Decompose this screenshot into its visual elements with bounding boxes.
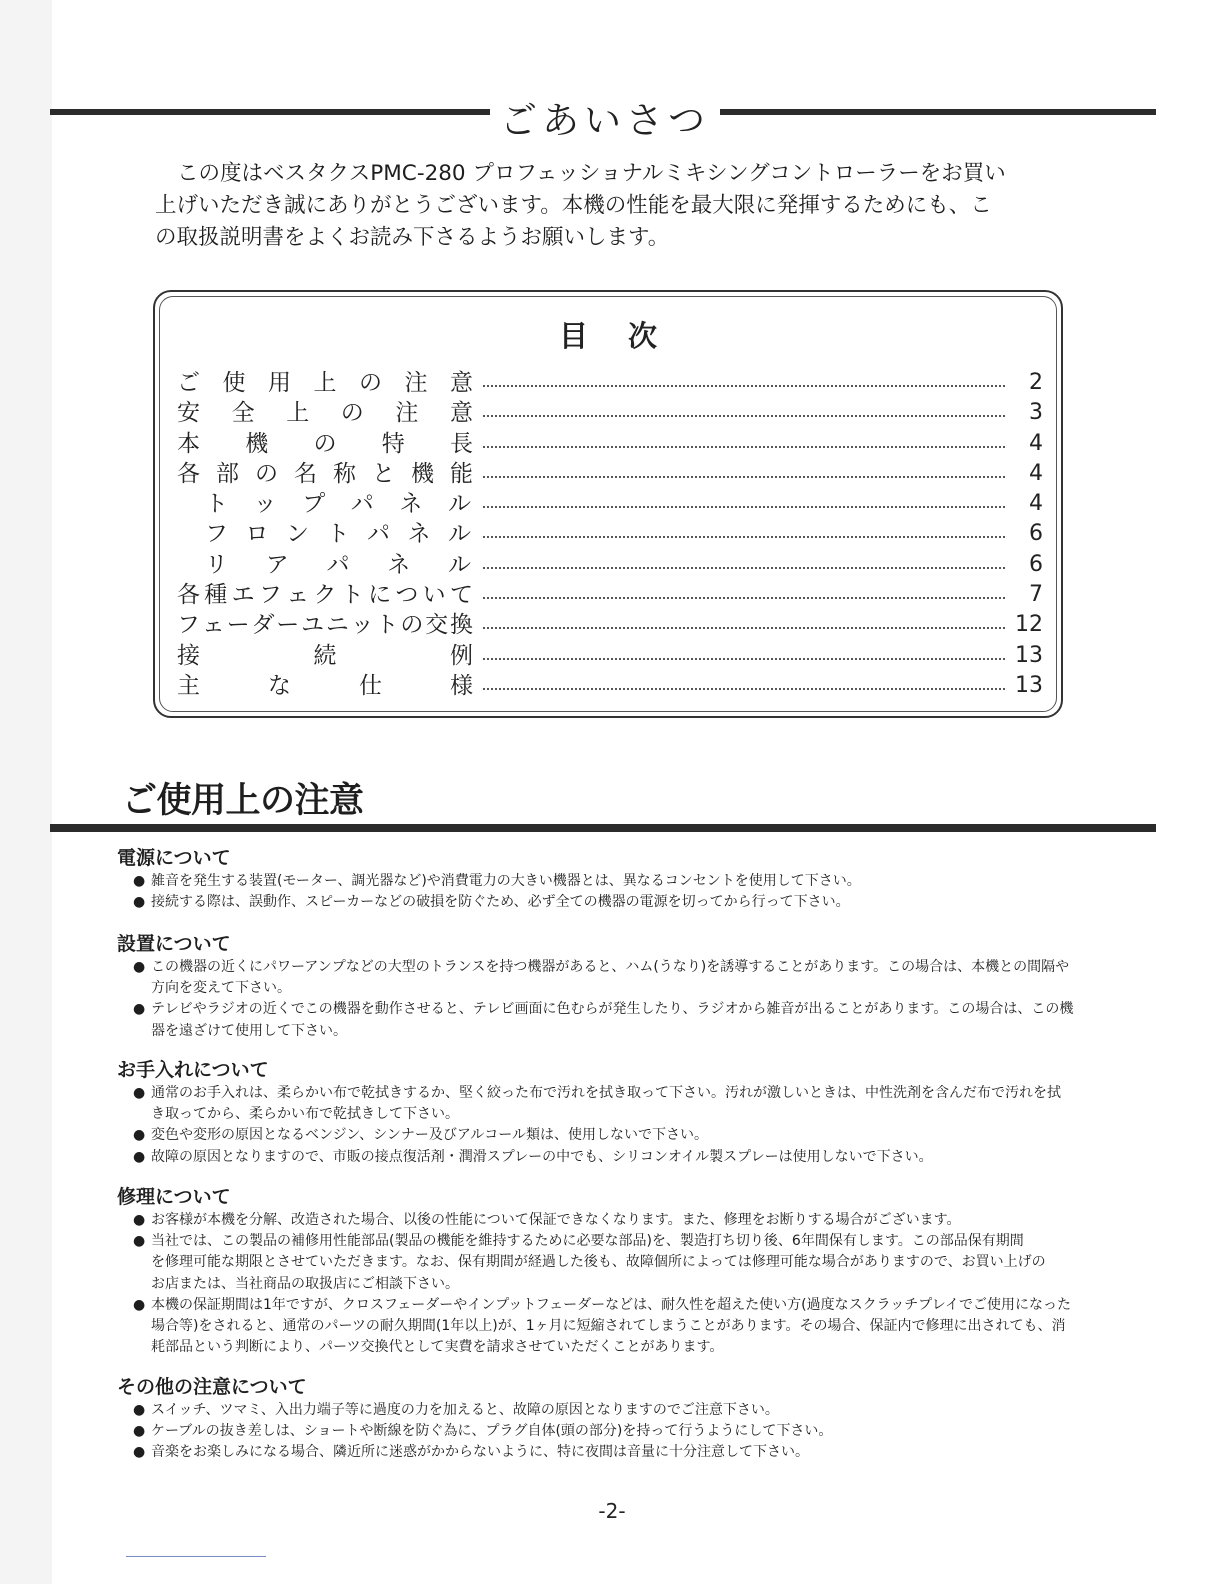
toc-entry bbox=[177, 641, 1043, 671]
toc-entry bbox=[177, 368, 1043, 398]
section-rule bbox=[50, 824, 1156, 832]
toc-entry-page: 6 bbox=[1029, 521, 1043, 547]
toc-entry-page: 12 bbox=[1015, 612, 1043, 638]
toc-entry-label: 本 機 の 特 長 bbox=[177, 430, 473, 457]
footer-line bbox=[126, 1556, 266, 1557]
precaution-item bbox=[133, 1210, 1117, 1231]
bullet-icon: ● bbox=[133, 1296, 146, 1313]
greeting-title: ごあいさつ bbox=[500, 99, 710, 142]
toc-entry bbox=[177, 519, 1043, 549]
bullet-icon: ● bbox=[133, 1423, 146, 1440]
precaution-line: 器を遠ざけて使用して下さい。 bbox=[151, 1022, 347, 1039]
toc-list bbox=[177, 368, 1043, 701]
group-power bbox=[117, 846, 1117, 913]
toc-leader-dots bbox=[483, 597, 1005, 599]
precaution-line: 方向を変えて下さい。 bbox=[151, 980, 291, 997]
toc-entry-page: 6 bbox=[1029, 551, 1043, 577]
section-title: ご使用上の注意 bbox=[122, 781, 364, 821]
toc-entry-label: ご 使 用 上 の 注 意 bbox=[177, 370, 473, 396]
toc-entry-label: リ ア パ ネ ル bbox=[205, 551, 471, 578]
precaution-item bbox=[133, 1400, 1117, 1421]
precaution-item bbox=[133, 1442, 1117, 1463]
group-heading: その他の注意について bbox=[117, 1376, 307, 1398]
precaution-item bbox=[133, 1231, 1117, 1295]
precaution-line: ケーブルの抜き差しは、ショートや断線を防ぐ為に、プラグ自体(頭の部分)を持って行うようにして下さい。 bbox=[151, 1423, 833, 1440]
precaution-line: 耗部品という判断により、パーツ交換代として実費を請求させていただくことがあります。 bbox=[151, 1339, 724, 1356]
toc-entry-page: 4 bbox=[1029, 491, 1043, 517]
precaution-line: 雑音を発生する装置(モーター、調光器など)や消費電力の大きい機器とは、異なるコンセントを使用して下さい。 bbox=[151, 873, 861, 889]
greeting-line: この度はベスタクスPMC-280 プロフェッショナルミキシングコントローラーをお買い bbox=[177, 161, 1006, 186]
toc-entry bbox=[177, 489, 1043, 519]
header-rule-left bbox=[50, 109, 490, 115]
toc-leader-dots bbox=[483, 476, 1005, 478]
greeting-paragraph bbox=[155, 158, 1075, 254]
bullet-icon: ● bbox=[133, 959, 146, 975]
toc-entry bbox=[177, 610, 1043, 640]
precaution-line: 故障の原因となりますので、市販の接点復活剤・潤滑スプレーの中でも、シリコンオイル製スプレーは使用しないで下さい。 bbox=[151, 1148, 933, 1165]
precaution-line: スイッチ、ツマミ、入出力端子等に過度の力を加えると、故障の原因となりますのでご注意下さい。 bbox=[151, 1402, 779, 1418]
scan-margin-shade bbox=[0, 0, 52, 1584]
toc-leader-dots bbox=[483, 385, 1005, 387]
precaution-line: 本機の保証期間は1年ですが、クロスフェーダーやインプットフェーダーなどは、耐久性を超えた使い方(過度なスクラッチプレイでご使用になった bbox=[151, 1296, 1072, 1313]
precaution-item bbox=[133, 1125, 1117, 1146]
precaution-line: この機器の近くにパワーアンプなどの大型のトランスを持つ機器があると、ハム(うなり)を誘導することがあります。この場合は、本機との間隔や bbox=[151, 959, 1070, 975]
toc-entry bbox=[177, 429, 1043, 459]
precaution-line: 通常のお手入れは、柔らかい布で乾拭きするか、堅く絞った布で汚れを拭き取って下さい。汚れが激しいときは、中性洗剤を含んだ布で汚れを拭 bbox=[151, 1085, 1061, 1101]
precaution-line: き取ってから、柔らかい布で乾拭きして下さい。 bbox=[151, 1106, 459, 1123]
precaution-item bbox=[133, 957, 1117, 999]
toc-entry-label: ト ッ プ パ ネ ル bbox=[205, 491, 471, 518]
group-heading: お手入れについて bbox=[117, 1059, 269, 1081]
toc-entry bbox=[177, 671, 1043, 701]
precaution-line: 音楽をお楽しみになる場合、隣近所に迷惑がかからないように、特に夜間は音量に十分注意して下さい。 bbox=[151, 1444, 809, 1461]
precaution-item bbox=[133, 999, 1117, 1041]
precaution-item bbox=[133, 892, 1117, 913]
toc-entry-page: 13 bbox=[1015, 642, 1043, 668]
toc-entry-label: フ ロ ン ト パ ネ ル bbox=[205, 521, 471, 548]
toc-entry bbox=[177, 550, 1043, 580]
toc-entry-label: フ ェ ー ダ ー ユ ニ ッ ト の 交 換 bbox=[177, 612, 473, 639]
precaution-item bbox=[133, 1295, 1117, 1359]
bullet-icon: ● bbox=[133, 873, 146, 889]
toc-leader-dots bbox=[483, 567, 1005, 569]
bullet-icon: ● bbox=[133, 1402, 146, 1418]
group-other bbox=[117, 1375, 1117, 1464]
toc-entry bbox=[177, 459, 1043, 489]
toc-leader-dots bbox=[483, 627, 1005, 629]
precaution-line: 場合等)をされると、通常のパーツの耐久期間(1年以上)が、1ヶ月に短縮されてしまうことがあります。その場合、保証内で修理に出されても、消 bbox=[151, 1318, 1066, 1335]
toc-entry-label: 各 種 エ フ ェ ク ト に つ い て bbox=[177, 582, 473, 609]
precaution-item bbox=[133, 871, 1117, 892]
toc-entry-page: 4 bbox=[1029, 430, 1043, 456]
precaution-item bbox=[133, 1083, 1117, 1125]
precaution-line: テレビやラジオの近くでこの機器を動作させると、テレビ画面に色むらが発生したり、ラジオから雑音が出ることがあります。この場合は、この機 bbox=[151, 1001, 1074, 1018]
table-of-contents bbox=[153, 290, 1063, 718]
toc-entry-page: 4 bbox=[1029, 460, 1043, 486]
toc-leader-dots bbox=[483, 506, 1005, 508]
group-items bbox=[133, 1400, 1117, 1464]
group-items bbox=[133, 957, 1117, 1042]
group-heading: 修理について bbox=[117, 1186, 231, 1208]
toc-leader-dots bbox=[483, 446, 1005, 448]
toc-entry-page: 7 bbox=[1029, 582, 1043, 608]
bullet-icon: ● bbox=[133, 1127, 146, 1144]
toc-entry-page: 2 bbox=[1029, 370, 1043, 395]
precaution-line: お客様が本機を分解、改造された場合、以後の性能について保証できなくなります。また、修理をお断りする場合がございます。 bbox=[151, 1212, 961, 1228]
precaution-item bbox=[133, 1147, 1117, 1168]
toc-leader-dots bbox=[483, 415, 1005, 417]
greeting-header bbox=[50, 88, 1156, 142]
precaution-item bbox=[133, 1421, 1117, 1442]
toc-entry-page: 3 bbox=[1029, 400, 1043, 426]
toc-entry bbox=[177, 580, 1043, 610]
precaution-line: 変色や変形の原因となるベンジン、シンナー及びアルコール類は、使用しないで下さい。 bbox=[151, 1127, 708, 1144]
group-items bbox=[133, 1210, 1117, 1358]
bullet-icon: ● bbox=[133, 1148, 146, 1165]
bullet-icon: ● bbox=[133, 894, 146, 911]
greeting-line: 上げいただき誠にありがとうございます。本機の性能を最大限に発揮するためにも、こ bbox=[155, 193, 992, 218]
bullet-icon: ● bbox=[133, 1001, 146, 1018]
header-rule-right bbox=[720, 109, 1156, 115]
page-number: -2- bbox=[598, 1499, 626, 1523]
toc-entry-label: 各 部 の 名 称 と 機 能 bbox=[177, 460, 473, 487]
group-heading: 設置について bbox=[117, 933, 231, 955]
toc-entry bbox=[177, 398, 1043, 428]
toc-entry-label: 接 続 例 bbox=[177, 642, 473, 669]
toc-leader-dots bbox=[483, 658, 1005, 660]
toc-entry-label: 安 全 上 の 注 意 bbox=[177, 400, 473, 427]
bullet-icon: ● bbox=[133, 1085, 146, 1101]
bullet-icon: ● bbox=[133, 1233, 146, 1250]
precaution-line: 当社では、この製品の補修用性能部品(製品の機能を維持するために必要な部品)を、製造打ち切り後、6年間保有します。この部品保有期間 bbox=[151, 1233, 1024, 1250]
bullet-icon: ● bbox=[133, 1212, 146, 1228]
precaution-line: お店または、当社商品の取扱店にご相談下さい。 bbox=[151, 1275, 459, 1292]
group-items bbox=[133, 871, 1117, 913]
group-items bbox=[133, 1083, 1117, 1168]
toc-leader-dots bbox=[483, 536, 1005, 538]
group-heading: 電源について bbox=[117, 847, 231, 869]
group-installation bbox=[117, 932, 1117, 1042]
toc-entry-page: 13 bbox=[1015, 672, 1043, 698]
toc-entry-label: 主 な 仕 様 bbox=[177, 672, 473, 699]
precaution-line: 接続する際は、誤動作、スピーカーなどの破損を防ぐため、必ず全ての機器の電源を切ってから行って下さい。 bbox=[151, 894, 850, 911]
bullet-icon: ● bbox=[133, 1444, 146, 1461]
group-repair bbox=[117, 1185, 1117, 1358]
greeting-line: の取扱説明書をよくお読み下さるようお願いします。 bbox=[155, 225, 670, 250]
precaution-line: を修理可能な期限とさせていただきます。なお、保有期間が経過した後も、故障個所によっては修理可能な場合がありますので、お買い上げの bbox=[151, 1254, 1046, 1271]
toc-leader-dots bbox=[483, 688, 1005, 690]
toc-title: 目次 bbox=[558, 319, 697, 353]
group-care bbox=[117, 1058, 1117, 1168]
